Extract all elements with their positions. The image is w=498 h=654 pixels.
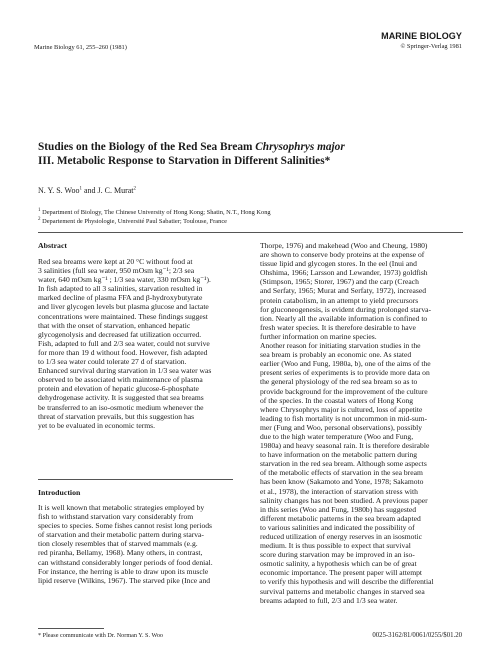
- text-line: due to the high water temperature (Woo and Fung,: [260, 431, 414, 441]
- affiliation-1: [38, 208, 478, 217]
- text-line: fresh water species. It is therefore desirable to have: [260, 322, 416, 332]
- text-line: the general physiology of the red sea bream so as to: [260, 377, 418, 387]
- text-line: glycogenolysis and decreased fat utilization occurred.: [38, 329, 202, 339]
- text-line: provide background for the improvement of the culture: [260, 386, 428, 396]
- text-line: has been know (Sakamoto and Yone, 1978; Sakamoto: [260, 477, 424, 487]
- abstract-heading: Abstract: [38, 241, 68, 250]
- text-line: et al., 1978), the interaction of starvation stress with: [260, 486, 418, 496]
- text-line: to have information on the metabolic pattern during: [260, 450, 418, 460]
- text-line: 1980a) and heavy seasonal rain. It is therefore desirable: [260, 441, 430, 451]
- text-line: Red sea breams were kept at 20 °C without food at: [38, 257, 193, 266]
- footnote-divider: [38, 628, 104, 629]
- right-column-body: [260, 241, 454, 605]
- text-line: economic importance. The present paper will attempt: [260, 568, 423, 578]
- text-line: Ohshima, 1966; Larsson and Lewander, 1973) goldfish: [260, 268, 428, 278]
- text-line: osmotic salinity, a hypothesis which can be of great: [260, 559, 417, 569]
- text-line: to verify this hypothesis and will describe the differential: [260, 577, 434, 587]
- text-line: of the metabolic effects of starvation in the sea bream: [260, 468, 423, 478]
- text-line: for gluconeogenesis, is evident during prolonged starva-: [260, 304, 432, 314]
- text-line: of starvation and their metabolic pattern during starva-: [38, 530, 204, 540]
- text-line: different metabolic patterns in the sea bream adapted: [260, 513, 421, 523]
- text-line: survival patterns and metabolic changes in starved sea: [260, 586, 425, 596]
- text-line: (Stimpson, 1965; Storer, 1967) and the carp (Creach: [260, 277, 419, 287]
- text-line: threat of starvation prevails, but this suggestion has: [38, 411, 195, 421]
- text-line: leading to fish mortality is not uncommon in mid-sum-: [260, 413, 428, 423]
- text-line: of the species. In the coastal waters of Hong Kong: [260, 395, 414, 405]
- affiliation-1-mark: 1: [38, 207, 41, 213]
- abstract-divider: [38, 479, 233, 480]
- text-line: Fish, adapted to full and 2/3 sea water, could not survive: [38, 338, 210, 348]
- journal-name: MARINE BIOLOGY: [381, 31, 462, 41]
- text-line: species to species. Some fishes cannot resist long periods: [38, 521, 212, 531]
- text-line: Thorpe, 1976) and makehead (Woo and Cheung, 1980): [260, 241, 428, 250]
- introduction-body: [38, 503, 232, 585]
- text-line: concentrations were maintained. These findings suggest: [38, 311, 208, 321]
- text-line: are shown to conserve body proteins at the expense of: [260, 250, 425, 260]
- text-line: red piranha, Bellamy, 1968). Many others, in contrast,: [38, 548, 203, 558]
- text-line: yet to be evaluated in economic terms.: [38, 420, 156, 430]
- text-line: to 1/3 sea water could tolerate 27 d of starvation.: [38, 357, 187, 367]
- text-line: It is well known that metabolic strategies employed by: [38, 503, 205, 512]
- author-1: N. Y. S. Woo: [38, 186, 80, 195]
- copyright-notice: © Springer-Verlag 1981: [400, 43, 462, 50]
- text-line: water, 640 mOsm kg⁻¹ ; 1/3 sea water, 330 mOsm kg⁻¹).: [38, 275, 211, 285]
- text-line: In fish adapted to all 3 salinities, starvation resulted in: [38, 284, 203, 294]
- text-line: observed to be associated with maintenance of plasma: [38, 375, 203, 385]
- text-line: earlier (Woo and Fung, 1980a, b), one of the aims of the: [260, 359, 431, 369]
- text-line: For instance, the herring is able to draw upon its muscle: [38, 566, 209, 576]
- text-line: tion closely resembles that of starved mammals (e.g.: [38, 539, 198, 549]
- text-line: lipid reserve (Wilkins, 1967). The starved pike (Ince and: [38, 575, 211, 585]
- text-line: mer (Fung and Woo, personal observations), possibly: [260, 422, 423, 432]
- abstract-body: [38, 257, 232, 430]
- text-line: and Serfaty, 1965; Murat and Serfaty, 1972), increased: [260, 286, 427, 296]
- text-line: and liver glycogen levels but plasma glucose and lactate: [38, 302, 209, 312]
- affiliation-2: [38, 217, 478, 226]
- affiliation-1-text: Department of Biology, The Chinese University of Hong Kong; Shatin, N.T., Hong Kong: [42, 209, 271, 216]
- header-divider: [38, 232, 463, 233]
- title-line-2: III. Metabolic Response to Starvation in Different Salinities*: [38, 155, 331, 167]
- text-line: to various salinities and indicated the possibility of: [260, 522, 415, 532]
- text-line: Another reason for initiating starvation studies in the: [260, 341, 421, 351]
- text-line: dehydrogenase activity. It is suggested that sea breams: [38, 393, 204, 403]
- text-line: sea bream is probably an economic one. As stated: [260, 350, 412, 360]
- text-line: salinity changes has not been studied. A previous paper: [260, 495, 428, 505]
- text-line: tion. Nearly all the available information is confined to: [260, 313, 428, 323]
- title-line-1: Studies on the Biology of the Red Sea Bream: [38, 141, 253, 153]
- text-line: further information on marine species.: [260, 331, 377, 341]
- text-line: breams adapted to full, 2/3 and 1/3 sea water.: [260, 595, 398, 605]
- text-line: protein and elevation of hepatic glucose-6-phosphate: [38, 384, 199, 394]
- author-2-affiliation-mark: 2: [133, 186, 137, 192]
- text-line: fish to withstand starvation vary considerably from: [38, 512, 194, 522]
- text-line: that with the onset of starvation, enhanced hepatic: [38, 320, 191, 330]
- article-code: 0025-3162/81/0061/0255/$01.20: [372, 632, 462, 639]
- text-line: in this series (Woo and Fung, 1980b) has suggested: [260, 504, 417, 514]
- introduction-heading: Introduction: [38, 488, 81, 497]
- journal-reference: Marine Biology 61, 255–260 (1981): [34, 44, 127, 51]
- text-line: present series of experiments is to provide more data on: [260, 368, 430, 378]
- correspondence-footnote: * Please communicate with Dr. Norman Y. S. Woo: [38, 632, 164, 639]
- article-title: [38, 140, 478, 168]
- author-line: [38, 186, 136, 195]
- text-line: Enhanced survival during starvation in 1/3 sea water was: [38, 366, 212, 376]
- text-line: protein catabolism, in an attempt to yield precursors: [260, 295, 419, 305]
- affiliation-2-text: Departement de Physiologie, Université Paul Sabatier; Toulouse, France: [42, 218, 228, 225]
- text-line: for more than 19 d without food. However, fish adapted: [38, 347, 208, 357]
- affiliation-2-mark: 2: [38, 216, 41, 222]
- text-line: can withstand considerably longer periods of food denial.: [38, 557, 213, 567]
- text-line: marked decline of plasma FFA and β-hydroxybutyrate: [38, 293, 203, 303]
- text-line: medium. It is thus possible to expect that survival: [260, 541, 411, 551]
- text-line: score during starvation may be improved in an iso-: [260, 550, 415, 560]
- text-line: reduced utilization of energy reserves in an isosmotic: [260, 532, 423, 541]
- author-2: and J. C. Murat: [83, 186, 134, 195]
- text-line: starvation in the red sea bream. Although some aspects: [260, 459, 427, 469]
- text-line: tissue lipid and glycogen stores. In the eel (Inui and: [260, 259, 417, 269]
- text-line: where Chrysophrys major is cultured, loss of appetite: [260, 404, 423, 414]
- title-species: Chrysophrys major: [255, 141, 345, 153]
- text-line: 3 salinities (full sea water, 950 mOsm kg⁻¹; 2/3 sea: [38, 266, 195, 276]
- author-1-affiliation-mark: 1: [79, 186, 82, 192]
- text-line: be transferred to an iso-osmotic medium whenever the: [38, 402, 204, 412]
